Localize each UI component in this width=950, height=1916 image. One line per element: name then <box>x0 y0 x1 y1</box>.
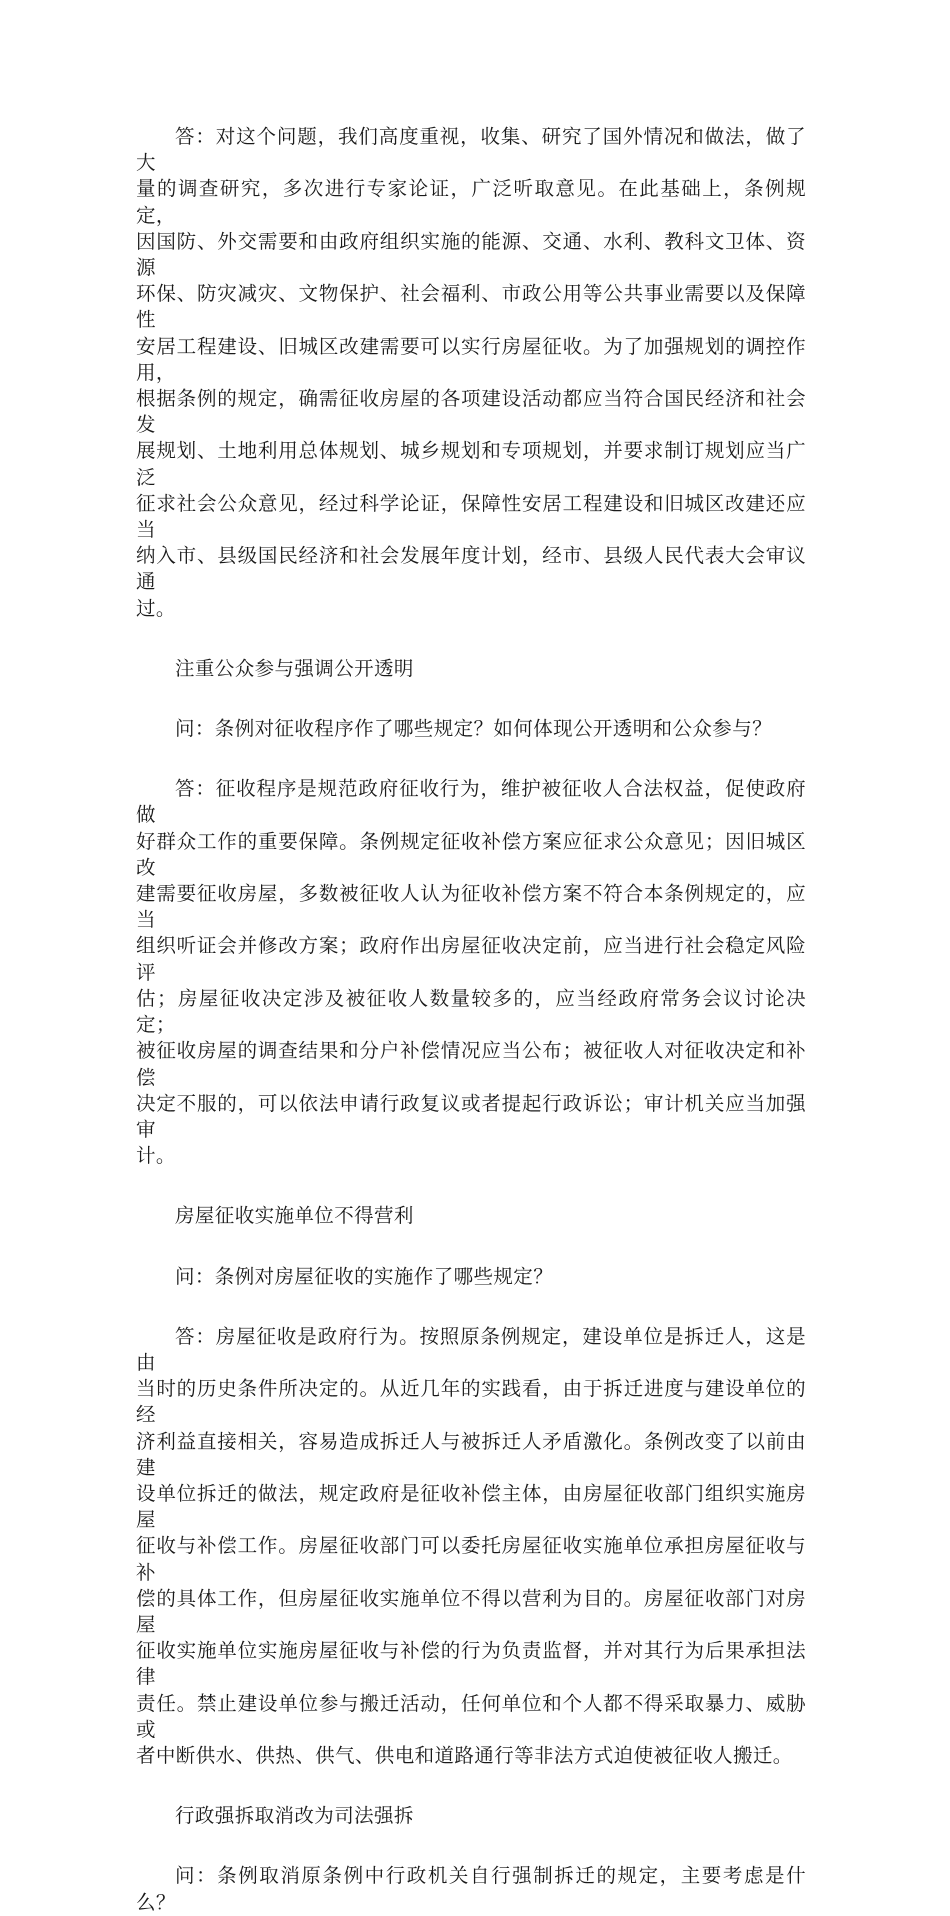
question-paragraph <box>136 1863 806 1915</box>
text-line: 答：对这个问题，我们高度重视，收集、研究了国外情况和做法，做了大 <box>136 125 806 175</box>
text-line: 计。 <box>136 1144 176 1168</box>
text-line: 环保、防灾减灾、文物保护、社会福利、市政公用等公共事业需要以及保障性 <box>136 282 806 332</box>
text-line: 行政强拆取消改为司法强拆 <box>175 1804 414 1828</box>
text-line: 好群众工作的重要保障。条例规定征收补偿方案应征求公众意见；因旧城区改 <box>136 829 806 879</box>
text-line: 量的调查研究，多次进行专家论证，广泛听取意见。在此基础上，条例规定， <box>136 177 806 227</box>
text-line: 建需要征收房屋，多数被征收人认为征收补偿方案不符合本条例规定的，应当 <box>136 882 806 932</box>
text-line: 偿的具体工作，但房屋征收实施单位不得以营利为目的。房屋征收部门对房屋 <box>136 1586 806 1636</box>
text-line: 设单位拆迁的做法，规定政府是征收补偿主体，由房屋征收部门组织实施房屋 <box>136 1481 806 1532</box>
question-paragraph <box>136 716 806 742</box>
answer-paragraph <box>136 1324 806 1769</box>
text-line: 组织听证会并修改方案；政府作出房屋征收决定前，应当进行社会稳定风险评 <box>136 934 806 984</box>
text-line: 问：条例对房屋征收的实施作了哪些规定？ <box>175 1264 554 1288</box>
text-line: 者中断供水、供热、供气、供电和道路通行等非法方式迫使被征收人搬迁。 <box>136 1743 793 1767</box>
text-line: 征收实施单位实施房屋征收与补偿的行为负责监督，并对其行为后果承担法律 <box>136 1639 806 1689</box>
text-line: 安居工程建设、旧城区改建需要可以实行房屋征收。为了加强规划的调控作用， <box>136 334 806 384</box>
text-line: 被征收房屋的调查结果和分户补偿情况应当公布；被征收人对征收决定和补偿 <box>136 1039 806 1089</box>
text-line: 注重公众参与强调公开透明 <box>175 656 414 680</box>
text-line: 征收与补偿工作。房屋征收部门可以委托房屋征收实施单位承担房屋征收与补 <box>136 1534 806 1584</box>
answer-paragraph <box>136 124 806 622</box>
text-line: 征求社会公众意见，经过科学论证，保障性安居工程建设和旧城区改建还应当 <box>136 491 806 542</box>
section-heading <box>136 1203 806 1229</box>
text-line: 因国防、外交需要和由政府组织实施的能源、交通、水利、教科文卫体、资源 <box>136 229 806 280</box>
text-line: 责任。禁止建设单位参与搬迁活动，任何单位和个人都不得采取暴力、威胁或 <box>136 1691 806 1741</box>
text-line: 纳入市、县级国民经济和社会发展年度计划，经市、县级人民代表大会审议通 <box>136 544 806 594</box>
text-line: 展规划、土地利用总体规划、城乡规划和专项规划，并要求制订规划应当广泛 <box>136 439 806 489</box>
text-line: 过。 <box>136 596 176 620</box>
section-heading <box>136 656 806 682</box>
text-line: 问：条例对征收程序作了哪些规定？如何体现公开透明和公众参与？ <box>175 717 773 741</box>
text-line: 答：征收程序是规范政府征收行为，维护被征收人合法权益，促使政府做 <box>136 777 806 827</box>
question-paragraph <box>136 1264 806 1290</box>
section-heading <box>136 1803 806 1829</box>
text-line: 济利益直接相关，容易造成拆迁人与被拆迁人矛盾激化。条例改变了以前由建 <box>136 1429 806 1479</box>
text-line: 根据条例的规定，确需征收房屋的各项建设活动都应当符合国民经济和社会发 <box>136 387 806 437</box>
text-line: 问：条例取消原条例中行政机关自行强制拆迁的规定，主要考虑是什么？ <box>136 1864 806 1914</box>
answer-paragraph <box>136 776 806 1169</box>
document-page <box>136 124 806 1916</box>
text-line: 答：房屋征收是政府行为。按照原条例规定，建设单位是拆迁人，这是由 <box>136 1324 806 1374</box>
text-line: 当时的历史条件所决定的。从近几年的实践看，由于拆迁进度与建设单位的经 <box>136 1377 806 1427</box>
text-line: 估；房屋征收决定涉及被征收人数量较多的，应当经政府常务会议讨论决定； <box>136 986 806 1037</box>
text-line: 房屋征收实施单位不得营利 <box>175 1204 414 1228</box>
text-line: 决定不服的，可以依法申请行政复议或者提起行政诉讼；审计机关应当加强审 <box>136 1091 806 1141</box>
